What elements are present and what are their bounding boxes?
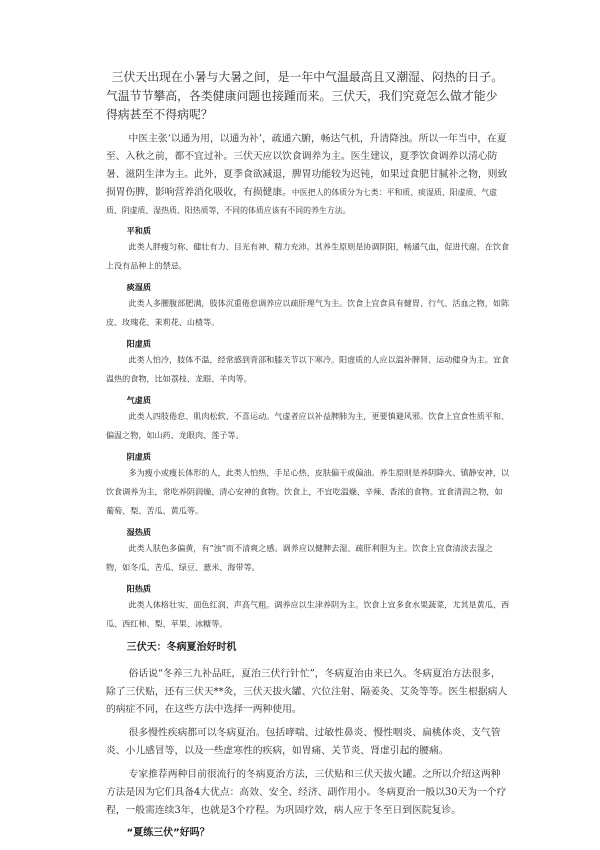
constitution-text: 多为瘦小或瘦长体形的人，此类人怕热、手足心热、皮肤偏干或偏油。养生原则是养阴降火、镇静安神，以饮食调养为主，常吃养阴润燥、清心安神的食物。饮食上，不宜吃温燥、辛辣、香浓的食物。宜食清润之物，如葡萄、梨、苦瓜、黄瓜等。: [105, 469, 510, 517]
constitution-title: 痰湿质: [126, 283, 151, 293]
document-page: [17, 0, 582, 839]
section-heading: 三伏天：冬病夏治好时机: [126, 641, 237, 653]
chronic-disease-paragraph: 很多慢性疾病都可以冬病夏治。包括哮喘、过敏性鼻炎、慢性咽炎、扁桃体炎、支气管炎、小儿感冒等，以及一些虚寒性的疾病，如胃痛、关节炎、肾虚引起的腰痛。: [105, 727, 501, 757]
constitution-title: 阳虚质: [126, 340, 151, 350]
constitution-title: 湿热质: [126, 528, 151, 538]
constitution-title: 平和质: [126, 227, 151, 237]
constitution-text: 此类人多腰腹部肥满，肢体沉重倦怠调养应以疏肝理气为主。饮食上宜食具有健胃、行气、活血之物，如陈皮、玫瑰花、茉莉花、山楂等。: [105, 299, 510, 328]
intro-paragraph: 三伏天出现在小暑与大暑之间，是一年中气温最高且又潮湿、闷热的日子。气温节节攀高，各类健康问题也接踵而来。三伏天，我们究竟怎么做才能少得病甚至不得病呢？: [105, 69, 504, 122]
winter-disease-paragraph: 俗话说“冬养三九补品旺，夏治三伏行针忙”，冬病夏治由来已久。冬病夏治方法很多，除了三伏贴，还有三伏天**灸，三伏天拔火罐、穴位注射、隔姜灸、艾灸等等。医生根据病人的病症不同，在这些方法中选择一两种使用。: [105, 667, 508, 715]
summer-exercise-heading: “夏练三伏”好吗？: [126, 827, 210, 839]
recommended-methods-paragraph: 专家推荐两种目前很流行的冬病夏治方法，三伏贴和三伏天拔火罐。之所以介绍这两种方法是因为它们具备4大优点：高效、安全、经济、副作用小。冬病夏治一般以30天为一个疗程，一般需连续3年，也就是3个疗程。为巩固疗效，病人应于冬至日到医院复诊。: [105, 768, 507, 816]
constitution-text: 此类人怕冷，肢体不温，经常感到背部和膝关节以下寒冷。阳虚质的人应以温补脾肾、运动健身为主。宜食温热的食物，比如荔枝、龙眼、羊肉等。: [105, 356, 510, 385]
constitution-title: 气虚质: [126, 396, 151, 407]
constitution-text: 此类人体格壮实、面色红润、声高气粗。调养应以生津养阴为主。饮食上宜多食水果蔬菜，尤其是黄瓜、西瓜、西红柿、梨、苹果、冰糖等。: [105, 600, 510, 630]
constitution-text: 此类人胖瘦匀称、健壮有力、目光有神、精力充沛。其养生原则是协调阴阳，畅通气血，促进代谢。在饮食上没有品种上的禁忌。: [105, 243, 510, 272]
constitution-title: 阳热质: [126, 584, 151, 595]
constitution-title: 阴虚质: [126, 453, 151, 463]
constitution-text: 此类人四肢倦怠、肌肉松软、不喜运动。气虚者应以补益脾肺为主，更要慎避风邪。饮食上宜食性质平和、偏温之物，如山药、龙眼肉、莲子等。: [105, 412, 510, 441]
constitution-text: 此类人肤色多偏黄，有“浊”而不清爽之感。调养应以健脾去湿、疏肝利胆为主。饮食上宜食清淡去湿之物，如冬瓜、苦瓜、绿豆、薏米、海带等。: [105, 544, 494, 573]
tcm-principle-paragraph: 中医主张‘以通为用，以通为补’，疏通六腑，畅达气机，升清降浊。所以一年当中，在夏至、入秋之前，都不宜过补。三伏天应以饮食调养为主。医生建议，夏季饮食调养以清心防暑、滋阴生津为主。此外，夏季食欲减退，脾胃功能较为迟钝，如果过食肥甘腻补之物，则致损胃伤脾，影响营养消化吸收，有损健康。中医把人的体质分为七类：平和质、痰湿质、阳虚质、气虚质、阴虚质、湿热质、阳热质等，不同的体质应该有不同的养生方法。: [105, 132, 508, 215]
